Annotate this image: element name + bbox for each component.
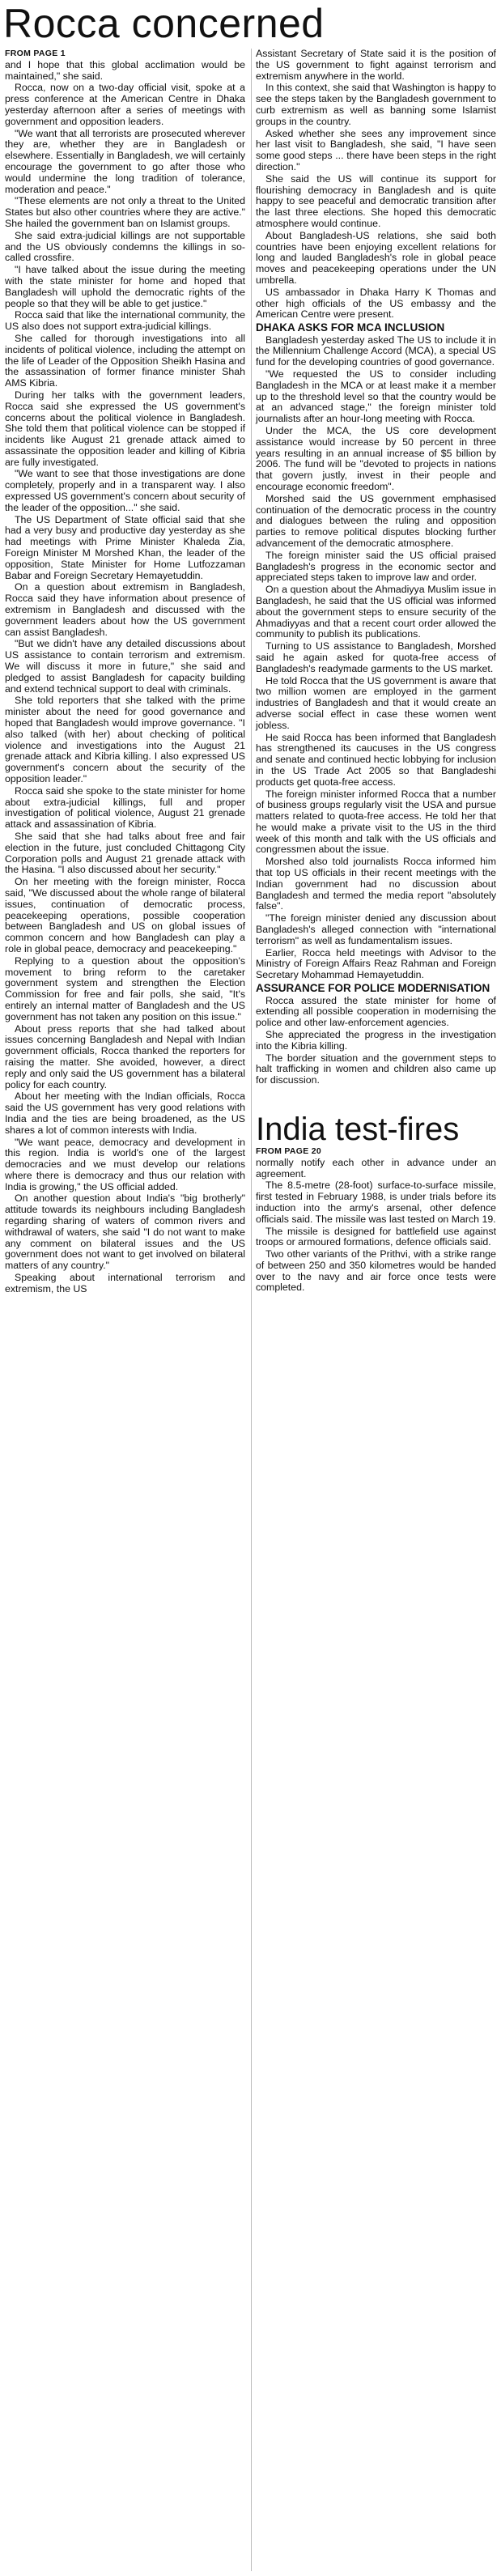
paragraph: US ambassador in Dhaka Harry K Thomas and other high officials of the US embassy and the American Centre were present.: [256, 286, 496, 321]
paragraph: She said the US will continue its support for flourishing democracy in Bangladesh and is quite happy to see peaceful and democratic transition after the last three elections. She hoped this democratic atmosphere would continue.: [256, 172, 496, 229]
paragraph: Morshed said the US government emphasised continuation of the democratic process in the country and dialogues between the ruling and opposition parties to remove political disputes blocking further advancement of the democratic atmosphere.: [256, 492, 496, 549]
paragraph: normally notify each other in advance under an agreement.: [256, 1156, 496, 1180]
paragraph: and I hope that this global acclimation would be maintained," she said.: [5, 58, 245, 82]
paragraph: Replying to a question about the opposition's movement to bring reform to the caretaker government system and strengthen the Election Commission for free and fair polls, she said, "It's entirely an internal matter of Bangladesh and the US government has not taken any position on this issue.": [5, 954, 245, 1022]
paragraph: Bangladesh yesterday asked The US to include it in the Millennium Challenge Accord (MCA), a special US fund for the developing countries of good governance.: [256, 334, 496, 368]
paragraph: Rocca said she spoke to the state minister for home about extra-judicial killings, full and proper investigation of political violence, August 21 grenade attack and assassination of Kibria.: [5, 784, 245, 831]
paragraph: She called for thorough investigations into all incidents of political violence, including the attempt on the life of Leader of the Opposition Sheikh Hasina and the assassination of former finance minister Shah AMS Kibria.: [5, 332, 245, 389]
paragraph: About Bangladesh-US relations, she said both countries have been enjoying excellent relations for long and lauded Bangladesh's role in global peace moves and peacekeeping operations under the UN umbrella.: [256, 229, 496, 286]
paragraph: Rocca, now on a two-day official visit, spoke at a press conference at the American Centre in Dhaka yesterday afternoon after a series of meetings with government and opposition leaders.: [5, 82, 245, 127]
paragraph: Speaking about international terrorism and extremism, the US: [5, 1272, 245, 1294]
paragraph: In this context, she said that Washington is happy to see the steps taken by the Bangladesh government to curb extremism as well as banning some Islamist groups in the country.: [256, 82, 496, 127]
paragraph: He told Rocca that the US government is aware that two million women are employed in the garment industries of Bangladesh and that it would create an adverse social effect in case these women went jobless.: [256, 674, 496, 731]
paragraph: Two other variants of the Prithvi, with a strike range of between 250 and 350 kilometres would be handed over to the navy and air force once tests were completed.: [256, 1248, 496, 1294]
paragraph: Rocca assured the state minister for home of extending all possible cooperation in modernising the police and other law-enforcement agencies.: [256, 994, 496, 1029]
paragraph: "We want peace, democracy and development in this region. India is world's one of the largest democracies and we must develop our relations where there is democracy and thus our relation with India is growing," the US official added.: [5, 1136, 245, 1192]
column-left-body: [5, 60, 245, 1295]
column-right-body-a: [256, 49, 496, 321]
paragraph: About press reports that she had talked about issues concerning Bangladesh and Nepal with Indian government officials, Rocca thanked the reporters for raising the matter. She avoided, however, a direct reply and only said the US government has a bilateral policy for each country.: [5, 1022, 245, 1090]
paragraph: Rocca said that like the international community, the US also does not support extra-judicial killings.: [5, 309, 245, 333]
column-left: [5, 49, 245, 1296]
paragraph: "I have talked about the issue during the meeting with the state minister for home and hoped that Bangladesh will uphold the democratic rights of the people so that they will be able to get justice.": [5, 264, 245, 309]
headline: Rocca concerned: [3, 1, 325, 46]
paragraph: "But we didn't have any detailed discussions about US assistance to contain terrorism and extremism. We will discuss it more in future," she said and pledged to assist Bangladesh for capacity building and extend technical support to deal with criminals.: [5, 638, 245, 695]
subheading-mca: DHAKA ASKS FOR MCA INCLUSION: [256, 321, 445, 334]
paragraph: Earlier, Rocca held meetings with Advisor to the Ministry of Foreign Affairs Reaz Rahman and Foreign Secretary Mohammad Hemayetuddin.: [256, 946, 496, 981]
paragraph: She said that she had talks about free and fair election in the future, just concluded Chittagong City Corporation polls and August 21 grenade attack with the Hasina. "I also discussed about her security.": [5, 830, 245, 876]
paragraph: She told reporters that she talked with the prime minister about the need for good governance and hoped that Bangladesh would improve governance. "I also talked (with her) about checking of political violence and investigations into the August 21 grenade attack and Kibria killing. I also expressed US government's concern about the security of the opposition leader.": [5, 695, 245, 784]
paragraph: Assistant Secretary of State said it is the position of the US government to fight against terrorism and extremism anywhere in the world.: [256, 48, 496, 82]
paragraph: "The foreign minister denied any discussion about Bangladesh's alleged connection with "international terrorism" as well as fundamentalism issues.: [256, 912, 496, 946]
paragraph: The foreign minister said the US official praised Bangladesh's progress in the economic sector and appreciated steps taken to improve law and order.: [256, 549, 496, 584]
column-right-body-d: [256, 1158, 496, 1294]
paragraph: Asked whether she sees any improvement since her last visit to Bangladesh, she said, "I have seen some good steps ... there have been steps in the right direction.": [256, 127, 496, 172]
paragraph: "We want to see that those investigations are done completely, properly and in a transparent way. I also expressed US government's concern about security of the leader of the opposition..." she said.: [5, 468, 245, 513]
paragraph: "These elements are not only a threat to the United States but also other countries where they are active." She hailed the government ban on Islamist groups.: [5, 195, 245, 229]
paragraph: He said Rocca has been informed that Bangladesh has strengthened its caucuses in the US congress and senate and continued hectic lobbying for inclusion in the US Trade Act 2005 so that Bangladeshi products get quota-free access.: [256, 731, 496, 788]
headline-india: India test-fires: [256, 1111, 460, 1147]
paragraph: The foreign minister informed Rocca that a number of business groups regularly visit the USA and pursue matters related to quota-free access. He told her that he would make a private visit to the US in the third week of this month and talk with the US officials and congressmen about the issue.: [256, 788, 496, 856]
paragraph: On a question about the Ahmadiyya Muslim issue in Bangladesh, he said that the US official was informed about the government steps to ensure security of the Ahmadiyyas and that a recent court order allowed the community to publish its publications.: [256, 584, 496, 640]
paragraph: "We want that all terrorists are prosecuted wherever they are, whether they are in Bangladesh or elsewhere. Essentially in Bangladesh, we will certainly encourage the government to go after those who would undermine the long tradition of tolerance, moderation and peace.": [5, 127, 245, 195]
subheading-police: ASSURANCE FOR POLICE MODERNISATION: [256, 982, 490, 995]
paragraph: On her meeting with the foreign minister, Rocca said, "We discussed about the whole range of bilateral issues, continuation of democratic process, peacekeeping operations, possible cooperation between Bangladesh and US on global issues of common concern and how Bangladesh can play a role in global peace, democracy and peacekeeping.": [5, 876, 245, 954]
paragraph: On a question about extremism in Bangladesh, Rocca said they have information about presence of extremism in Bangladesh and discussed with the government leaders about how the US government can assist Bangladesh.: [5, 581, 245, 638]
paragraph: On another question about India's "big brotherly" attitude towards its neighbours including Bangladesh regarding sharing of waters of common rivers and withdrawal of waters, she said "I do not want to make any comment on bilateral issues and the US government does not want to get involved on bilateral matters of any country.": [5, 1192, 245, 1272]
paragraph: The 8.5-metre (28-foot) surface-to-surface missile, first tested in February 1988, is under trials before its induction into the army's arsenal, other defence officials said. The missile was last tested on March 19.: [256, 1180, 496, 1225]
paragraph: The US Department of State official said that she had a very busy and productive day yesterday as she had meetings with Prime Minister Khaleda Zia, Foreign Minister M Morshed Khan, the leader of the opposition, State Minister for Home Lutfozzaman Babar and Foreign Secretary Hemayetuddin.: [5, 513, 245, 581]
paragraph: During her talks with the government leaders, Rocca said she expressed the US government's concerns about the political violence in Bangladesh. She told them that political violence can be stopped if incidents like August 21 grenade attack aimed to assassinate the opposition leader and killing of Kibria are fully investigated.: [5, 389, 245, 468]
paragraph: The missile is designed for battlefield use against troops or armoured formations, defence officials said.: [256, 1225, 496, 1248]
paragraph: Turning to US assistance to Bangladesh, Morshed said he again asked for quota-free access of Bangladesh's readymade garments to the US market.: [256, 640, 496, 674]
paragraph: Under the MCA, the US core development assistance would increase by 50 percent in three years resulting in an annual increase of $5 billion by 2006. The fund will be "devoted to projects in nations that govern justly, invest in their people and encourage economic freedom".: [256, 425, 496, 492]
column-right: [256, 49, 496, 1294]
column-right-body-b: [256, 335, 496, 981]
paragraph: Morshed also told journalists Rocca informed him that top US officials in their recent meetings with the Indian government had no discussion about Bangladesh and termed the media report "absolutely false".: [256, 856, 496, 912]
paragraph: "We requested the US to consider including Bangladesh in the MCA or at least make it a member up to the threshold level so that the country would be at an advanced stage," the foreign minister told journalists after an hour-long meeting with Rocca.: [256, 368, 496, 425]
paragraph: She appreciated the progress in the investigation into the Kibria killing.: [256, 1028, 496, 1052]
dateline-india: FROM PAGE 20: [256, 1146, 322, 1156]
column-right-body-c: [256, 996, 496, 1086]
paragraph: She said extra-judicial killings are not supportable and the US obviously condemns the killings in so-called crossfire.: [5, 229, 245, 264]
paragraph: About her meeting with the Indian officials, Rocca said the US government has very good relations with India and the ties are being broadened, as the US shares a lot of common interests with India.: [5, 1090, 245, 1136]
dateline: FROM PAGE 1: [5, 49, 66, 58]
paragraph: The border situation and the government steps to halt trafficking in women and children also came up for discussion.: [256, 1052, 496, 1086]
column-rule: [251, 49, 252, 2571]
